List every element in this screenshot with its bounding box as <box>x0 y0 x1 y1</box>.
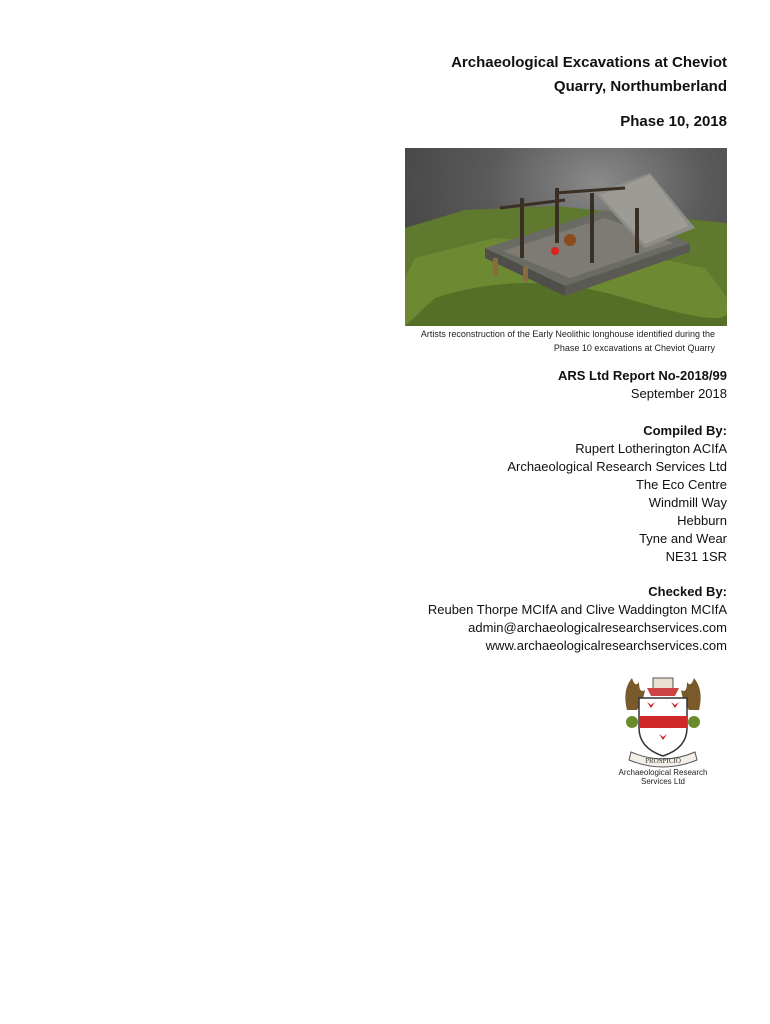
report-title-line-1: Archaeological Excavations at Cheviot <box>451 54 727 71</box>
compiled-by-heading: Compiled By: <box>643 423 727 438</box>
report-number: ARS Ltd Report No-2018/99 <box>557 368 727 383</box>
phase-heading: Phase 10, 2018 <box>620 113 727 130</box>
address-line-2: Windmill Way <box>648 495 727 510</box>
contact-email: admin@archaeologicalresearchservices.com <box>468 620 727 635</box>
checked-by-heading: Checked By: <box>648 584 727 599</box>
contact-website: www.archaeologicalresearchservices.com <box>485 638 727 653</box>
address-line-1: The Eco Centre <box>635 477 727 492</box>
logo-name-line-1: Archaeological Research <box>618 768 708 777</box>
compiled-by-section <box>507 422 727 566</box>
checked-by-section <box>428 583 727 655</box>
image-caption-line-1: Artists reconstruction of the Early Neolithic longhouse identified during the <box>420 329 715 339</box>
address-county: Tyne and Wear <box>639 531 727 546</box>
logo-motto: PROSPICIO <box>645 757 681 765</box>
logo-name-line-2: Services Ltd <box>640 777 686 786</box>
image-caption-line-2: Phase 10 excavations at Cheviot Quarry <box>553 343 715 353</box>
checked-by-names: Reuben Thorpe MCIfA and Clive Waddington MCIfA <box>427 602 727 617</box>
longhouse-reconstruction-image <box>405 148 727 326</box>
logo-organisation-name <box>600 768 726 786</box>
report-title-line-2: Quarry, Northumberland <box>553 78 727 95</box>
compiled-by-organisation: Archaeological Research Services Ltd <box>507 459 727 474</box>
address-town: Hebburn <box>677 513 727 528</box>
compiled-by-author: Rupert Lotherington ACIfA <box>575 441 727 456</box>
address-postcode: NE31 1SR <box>665 549 727 564</box>
report-date: September 2018 <box>630 386 727 401</box>
